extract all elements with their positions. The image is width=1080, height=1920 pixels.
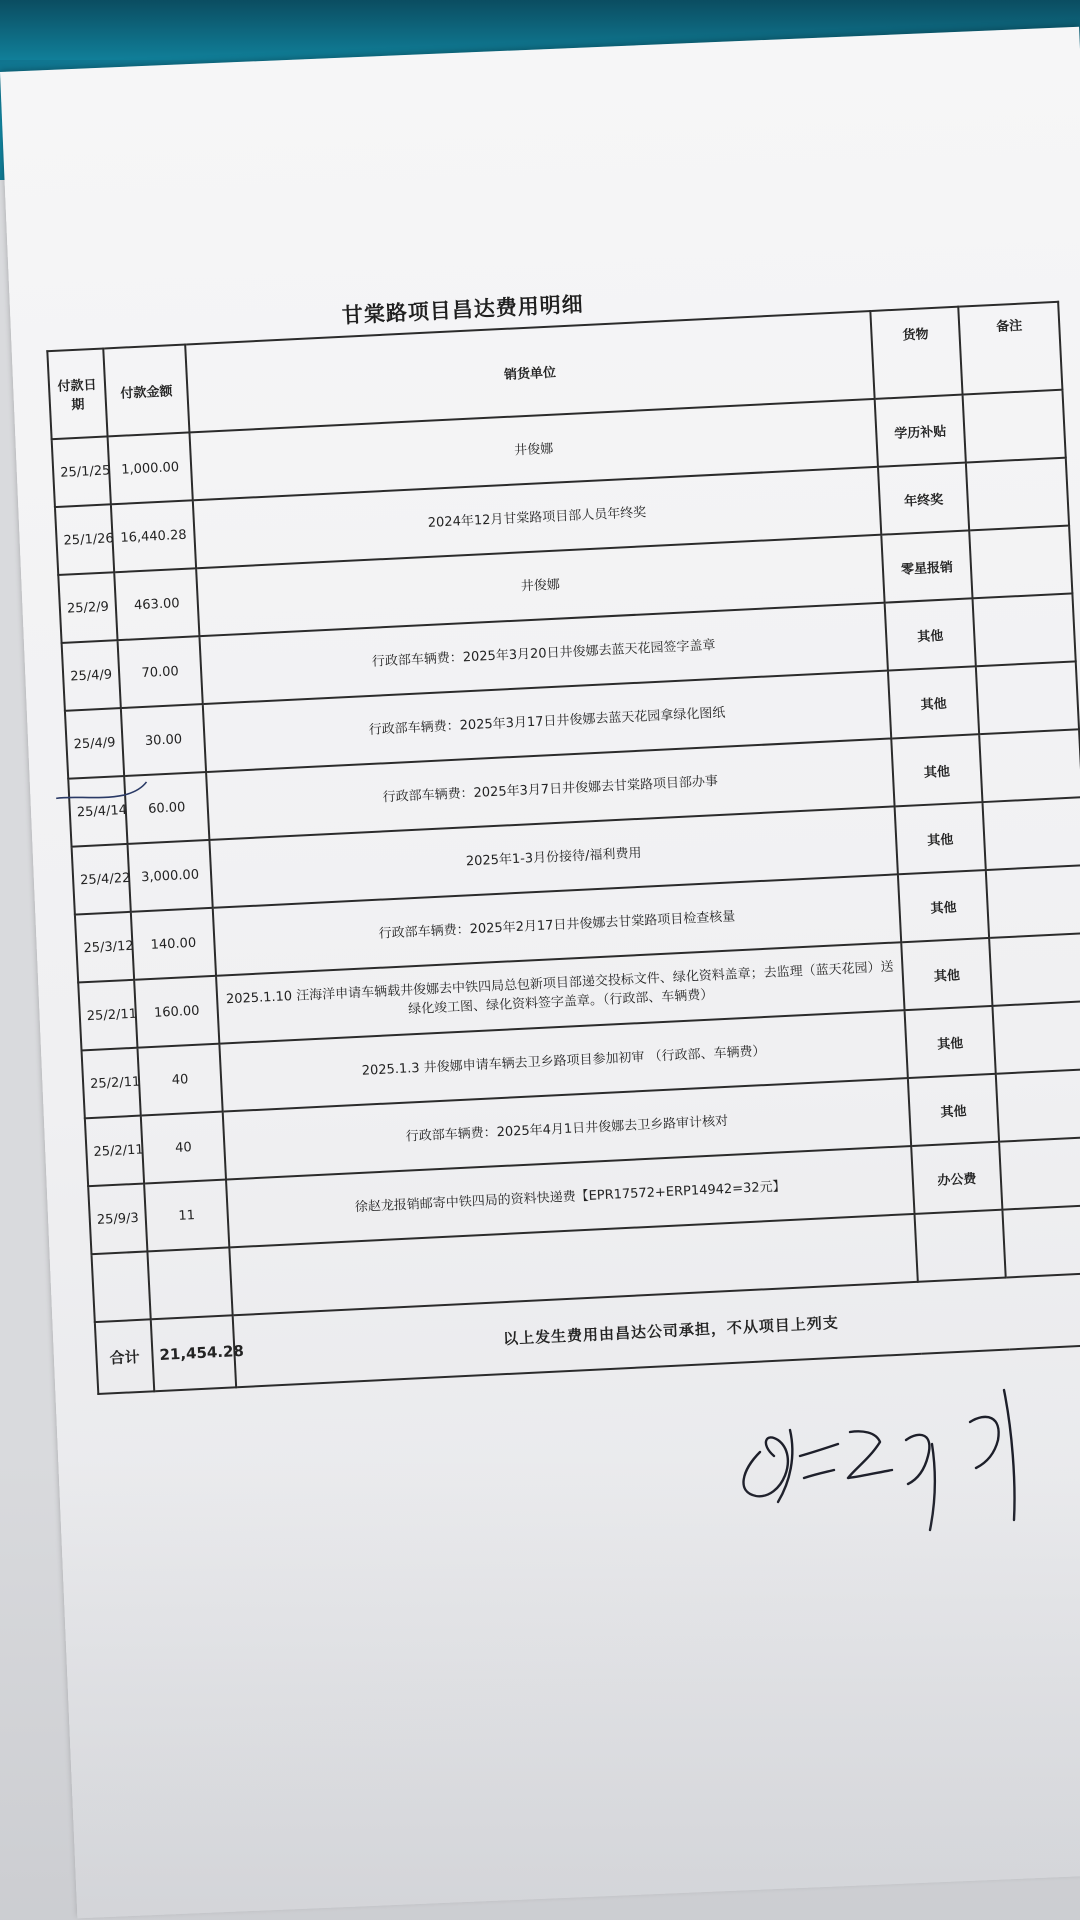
row-goods: 办公费 [911, 1142, 1002, 1214]
row-note [973, 593, 1076, 666]
row-amount: 40 [137, 1044, 222, 1116]
blank-cell [147, 1247, 232, 1319]
row-unit: 井俊娜 [189, 399, 878, 500]
row-amount: 160.00 [134, 976, 219, 1048]
row-date: 25/4/22 [72, 844, 131, 915]
row-date: 25/2/11 [82, 1048, 141, 1119]
row-amount: 3,000.00 [127, 840, 212, 912]
row-goods: 年终奖 [878, 463, 969, 535]
row-unit: 井俊娜 [196, 535, 885, 636]
row-note [996, 1069, 1080, 1142]
row-note [976, 661, 1079, 734]
row-date: 25/4/9 [65, 708, 124, 779]
row-note [982, 797, 1080, 870]
row-goods: 其他 [895, 802, 986, 874]
row-date-text: 25/4/14 [76, 802, 128, 820]
document-title: 甘棠路项目昌达费用明细 [341, 292, 585, 328]
row-amount: 70.00 [118, 636, 203, 708]
row-amount: 1,000.00 [108, 432, 193, 504]
paper-shadow [0, 1460, 1080, 1920]
row-goods: 其他 [888, 666, 979, 738]
row-goods: 其他 [905, 1006, 996, 1078]
blank-cell [915, 1210, 1006, 1282]
row-amount: 60.00 [124, 772, 209, 844]
header-note: 备注 [958, 302, 1062, 395]
row-note [992, 1001, 1080, 1074]
row-note [989, 933, 1080, 1006]
row-date: 25/1/26 [55, 504, 114, 575]
row-amount: 40 [141, 1112, 226, 1184]
row-date: 25/9/3 [88, 1184, 147, 1255]
row-note [979, 729, 1080, 802]
row-note [999, 1137, 1080, 1210]
row-unit: 2025.1.10 汪海洋申请车辆载井俊娜去中铁四局总包新项目部递交投标文件、绿化资料盖章；去监理（蓝天花园）送绿化竣工图、绿化资料签字盖章。（行政部、车辆费） [216, 942, 905, 1043]
row-goods: 其他 [898, 870, 989, 942]
row-note [969, 526, 1072, 599]
row-note [963, 390, 1066, 463]
row-unit: 行政部车辆费：2025年3月17日井俊娜去蓝天花园拿绿化图纸 [203, 671, 892, 772]
row-note [986, 865, 1080, 938]
row-unit: 2025年1-3月份接待/福利费用 [209, 806, 898, 907]
expense-sheet [42, 217, 1080, 1405]
row-amount: 11 [144, 1180, 229, 1252]
row-amount: 16,440.28 [111, 500, 196, 572]
row-unit: 行政部车辆费：2025年2月17日井俊娜去甘棠路项目检查核量 [213, 874, 902, 975]
row-date: 25/2/11 [85, 1116, 144, 1187]
row-goods: 其他 [885, 598, 976, 670]
header-date: 付款日期 [47, 349, 107, 440]
row-amount: 140.00 [131, 908, 216, 980]
total-statement: 以上发生费用由昌达公司承担，不从项目上列支 [233, 1273, 1080, 1388]
row-goods: 其他 [891, 734, 982, 806]
row-date [68, 776, 127, 847]
row-unit: 行政部车辆费：2025年4月1日井俊娜去卫乡路审计核对 [223, 1078, 912, 1179]
row-goods: 其他 [908, 1074, 999, 1146]
pen-underline-mark [53, 776, 150, 807]
row-unit: 行政部车辆费：2025年3月20日井俊娜去蓝天花园签字盖章 [199, 603, 888, 704]
row-note [966, 458, 1069, 531]
row-date: 25/2/11 [78, 980, 137, 1051]
row-unit: 行政部车辆费：2025年3月7日井俊娜去甘棠路项目部办事 [206, 738, 895, 839]
header-goods: 货物 [870, 307, 962, 399]
blank-cell [1002, 1205, 1080, 1278]
header-unit: 销货单位 [185, 311, 874, 432]
row-date: 25/2/9 [58, 572, 117, 643]
row-date: 25/4/9 [62, 640, 121, 711]
header-amount: 付款金额 [103, 345, 189, 437]
row-unit: 徐赵龙报销邮寄中铁四局的资料快递费【EPR17572+ERP14942=32元】 [226, 1146, 915, 1247]
row-amount: 30.00 [121, 704, 206, 776]
total-label: 合计 [95, 1319, 154, 1394]
row-goods: 其他 [901, 938, 992, 1010]
row-amount: 463.00 [114, 568, 199, 640]
blank-cell [91, 1251, 150, 1322]
expense-table [46, 301, 1080, 1395]
row-goods: 学历补贴 [875, 395, 966, 467]
row-date: 25/1/25 [52, 436, 111, 507]
row-goods: 零星报销 [881, 530, 972, 602]
total-amount: 21,454.28 [151, 1315, 236, 1391]
row-date: 25/3/12 [75, 912, 134, 983]
row-unit: 2024年12月甘棠路项目部人员年终奖 [193, 467, 882, 568]
row-unit: 2025.1.3 井俊娜申请车辆去卫乡路项目参加初审 （行政部、车辆费） [219, 1010, 908, 1111]
